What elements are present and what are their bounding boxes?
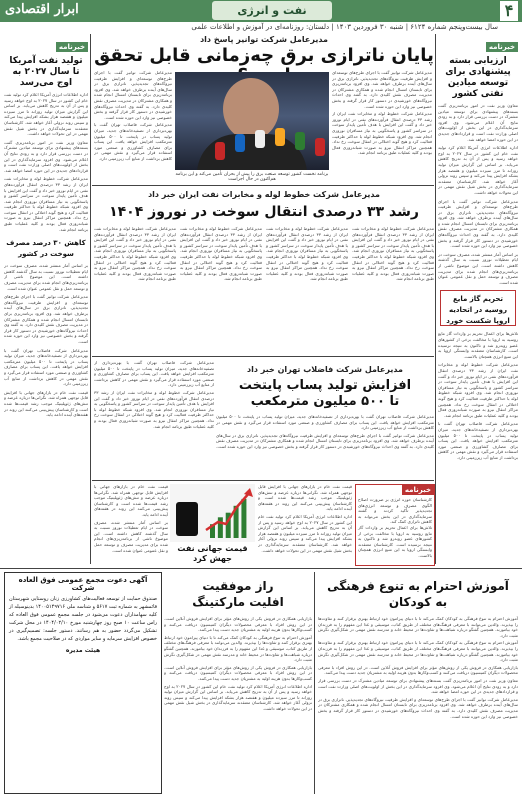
right-body-4: بر اساس آمار منتشر شده، مصرف سوخت در ایام تعطیلات نوروز نسبت به سال گذشته کاهش داشته است. این موضوع ناشی از برنامه‌ریزی‌های انجام شده برای مدیریت مصرف و توسعه حمل و نقل عمومی عنوان شده است. bbox=[438, 251, 518, 285]
left-sidebar bbox=[4, 34, 88, 564]
bottom-mid-text: بازاریابی همکاری در فروش یکی از روش‌های مؤثر برای افزایش فروش آنلاین است. در این روش افراد با معرفی محصولات دیگران کمیسیون دریافت می‌کنند و کسب‌وکارها بدون هزینه اولیه به مشتریان جدید دست پیدا می‌کنند. bbox=[164, 616, 312, 633]
third-left-body-2: مدیرعامل شرکت خطوط لوله و مخابرات نفت ایران از رشد ۳۳ درصدی انتقال فرآورده‌های نفتی در ایام نوروز خبر داد و گفت این افزایش با هدف تأمین پایدار سوخت در سراسر کشور و پاسخگویی به نیاز مسافران نوروزی انجام شد. وی افزود شبکه خطوط لوله با حداکثر ظرفیت فعالیت کرد و هیچ گونه اختلالی در انتقال سوخت رخ نداد. همچنین مراکز انتقال نیرو به صورت شبانه‌روزی فعال بودند و کلیه عملیات طبق برنامه انجام شد. bbox=[94, 389, 214, 429]
bottom-mid-body bbox=[164, 616, 312, 792]
left-body-3: مدیرعامل شرکت خطوط لوله و مخابرات نفت ایران از رشد ۳۳ درصدی انتقال فرآورده‌های نفتی در ایام نوروز خبر داد و گفت این افزایش با هدف تأمین پایدار سوخت در سراسر کشور و پاسخگویی به نیاز مسافران نوروزی انجام شد. وی افزود شبکه خطوط لوله با حداکثر ظرفیت فعالیت کرد و هیچ گونه اختلالی در انتقال سوخت رخ نداد. همچنین مراکز انتقال نیرو به صورت شبانه‌روزی فعال بودند و کلیه عملیات طبق برنامه انجام شد. bbox=[4, 176, 88, 232]
top-photo bbox=[175, 72, 329, 170]
mid-center-body-2: اداره اطلاعات انرژی آمریکا اعلام کرد تولید نفت خام این کشور در سال ۲۰۲۷ به اوج خواهد رسید و پس از آن به تدریج کاهش می‌یابد. بر اساس این گزارش میزان تولید روزانه تا مرز سیزده میلیون و هفتصد هزار بشکه افزایش پیدا می‌کند و سپس روند نزولی آغاز خواهد شد. کارشناسان معتقدند سرمایه‌گذاری در بخش شیل نقش مهمی در این تحولات خواهد داشت. bbox=[258, 513, 352, 553]
bottom-right-headline-2: به کودکان bbox=[388, 595, 448, 609]
top-photo-caption: برنامه نخست کشور توسعه صنعت برق را پیش از بحران تأمین می‌کند و این برنامه هم‌اکنون در حال اجراست bbox=[175, 172, 329, 182]
bottom-mid-headline-2: افلیت مارکتینگ bbox=[192, 595, 284, 609]
right-mid-heading: تحریم گاز مایع روسیه در اتحادیه اروپا شکست خورد bbox=[446, 295, 510, 326]
right-body: معاون وزیر نفت در امور برنامه‌ریزی گفت بسته‌های پیشنهادی برای توسعه میادین مشترک در دست بررسی قرار دارد و به زودی نتایج آن اعلام می‌شود. وی افزود سرمایه‌گذاری در این بخش از اولویت‌های اصلی وزارت نفت است و قراردادهای جدیدی در این حوزه امضا خواهد شد. bbox=[438, 103, 518, 142]
oil-chart-svg bbox=[170, 484, 255, 542]
left-heading: تولید نفت آمریکا تا سال ۲۰۲۷ به اوج می‌رسد bbox=[9, 56, 83, 88]
third-left-body: مدیرعامل شرکت فاضلاب تهران گفت با بهره‌برداری از تصفیه‌خانه‌های جدید، میزان تولید پساب در پایتخت تا ۵۰۰ میلیون مترمکعب افزایش خواهد یافت. این پساب برای مصارف کشاورزی و صنعتی مورد استفاده قرار می‌گیرد و نقش مهمی در کاهش برداشت از منابع آب زیرزمینی دارد. bbox=[94, 360, 214, 388]
bottom-right-text-4: معاون وزیر نفت در امور برنامه‌ریزی گفت بسته‌های پیشنهادی برای توسعه میادین مشترک در دست بررسی قرار دارد و به زودی نتایج آن اعلام می‌شود. وی افزود سرمایه‌گذاری در این بخش از اولویت‌های اصلی وزارت نفت است و قراردادهای جدیدی در این حوزه امضا خواهد شد. bbox=[318, 677, 518, 695]
second-col-2: مدیرعامل شرکت خطوط لوله و مخابرات نفت ایران از رشد ۳۳ درصدی انتقال فرآورده‌های نفتی در ایام نوروز خبر داد و گفت این افزایش با هدف تأمین پایدار سوخت در سراسر کشور و پاسخگویی به نیاز مسافران نوروزی انجام شد. وی افزود شبکه خطوط لوله با حداکثر ظرفیت فعالیت کرد و هیچ گونه اختلالی در انتقال سوخت رخ نداد. همچنین مراکز انتقال نیرو به صورت شبانه‌روزی فعال بودند و کلیه عملیات طبق برنامه انجام شد. bbox=[266, 226, 348, 282]
mid-right-body-2: تلاش‌ها برای اعمال تحریم بر واردات گاز مایع روسیه به اروپا با مخالفت برخی از کشورهای عضو روبه‌رو شد و تاکنون به نتیجه نرسیده است. کارشناسان معتقدند وابستگی اروپا به این منبع انرژی همچنان بالاست. bbox=[358, 524, 432, 558]
section-title: نفت و انرژی bbox=[212, 1, 332, 20]
mid-right-label: خبرنامه bbox=[402, 485, 434, 495]
top-body-text: مدیرعامل شرکت توانیر گفت با اجرای طرح‌های توسعه‌ای و افزایش ظرفیت نیروگاه‌های تجدیدپذیر، ناترازی برق در سال‌های آینده برطرف خواهد شد. وی افزود برنامه‌ریزی برای تابستان امسال انجام شده و همکاری مشترکان در مدیریت مصرف نقش کلیدی دارد. به گفته وی احداث نیروگاه‌های خورشیدی در دستور کار قرار گرفته و بخش خصوصی نیز وارد این حوزه شده است. bbox=[332, 70, 432, 109]
mid-left-headline: قیمت جهانی نفت جهش کرد bbox=[177, 544, 248, 563]
newspaper-logo: ابرار اقتصادی bbox=[5, 2, 79, 17]
mid-center-text bbox=[258, 484, 352, 564]
top-body-text-2: مدیرعامل شرکت خطوط لوله و مخابرات نفت ایران از رشد ۳۳ درصدی انتقال فرآورده‌های نفتی در ایام نوروز خبر داد و گفت این افزایش با هدف تأمین پایدار سوخت در سراسر کشور و پاسخگویی به نیاز مسافران نوروزی انجام شد. وی افزود شبکه خطوط لوله با حداکثر ظرفیت فعالیت کرد و هیچ گونه اختلالی در انتقال سوخت رخ نداد. همچنین مراکز انتقال نیرو به صورت شبانه‌روزی فعال بودند و کلیه عملیات طبق برنامه انجام شد. bbox=[332, 111, 432, 156]
mid-right-box bbox=[355, 484, 435, 566]
third-body-text: مدیرعامل شرکت فاضلاب تهران گفت با بهره‌برداری از تصفیه‌خانه‌های جدید، میزان تولید پساب در پایتخت تا ۵۰۰ میلیون مترمکعب افزایش خواهد یافت. این پساب برای مصارف کشاورزی و صنعتی مورد استفاده قرار می‌گیرد و نقش مهمی در کاهش برداشت از منابع آب زیرزمینی دارد. bbox=[216, 414, 434, 431]
right-highlight-box bbox=[440, 290, 516, 326]
bottom-right-text-2: آموزش احترام به تنوع فرهنگی به کودکان کمک می‌کند تا با دنیای پیرامون خود ارتباط بهتری برقرار کنند و تفاوت‌ها را بپذیرند. والدین می‌توانند با معرفی فرهنگ‌های مختلف از طریق کتاب، موسیقی و غذا این مفهوم را به فرزندان خود بیاموزند. همچنین گفتگو درباره شباهت‌ها و تفاوت‌ها در محیط خانه و مدرسه نقش مهمی در شکل‌گیری نگرش مثبت دارد. bbox=[318, 640, 518, 663]
top-left-body-2: مدیرعامل شرکت فاضلاب تهران گفت با بهره‌برداری از تصفیه‌خانه‌های جدید، میزان تولید پساب در پایتخت تا ۵۰۰ میلیون مترمکعب افزایش خواهد یافت. این پساب برای مصارف کشاورزی و صنعتی مورد استفاده قرار می‌گیرد و نقش مهمی در کاهش برداشت از منابع آب زیرزمینی دارد. bbox=[94, 122, 172, 161]
bottom-right-text-5: مدیرعامل شرکت توانیر گفت با اجرای طرح‌های توسعه‌ای و افزایش ظرفیت نیروگاه‌های تجدیدپذیر، ناترازی برق در سال‌های آینده برطرف خواهد شد. وی افزود برنامه‌ریزی برای تابستان امسال انجام شده و همکاری مشترکان در مدیریت مصرف نقش کلیدی دارد. به گفته وی احداث نیروگاه‌های خورشیدی در دستور کار قرار گرفته و بخش خصوصی نیز وارد این حوزه شده است. bbox=[318, 696, 518, 719]
third-story-body bbox=[216, 414, 434, 478]
left-mid-body: بر اساس آمار منتشر شده، مصرف سوخت در ایام تعطیلات نوروز نسبت به سال گذشته کاهش داشته است. این موضوع ناشی از برنامه‌ریزی‌های انجام شده برای مدیریت مصرف و توسعه حمل و نقل عمومی عنوان شده است. bbox=[4, 263, 88, 291]
bottom-right-body bbox=[318, 616, 518, 792]
left-mid-body-3: مدیرعامل شرکت فاضلاب تهران گفت با بهره‌برداری از تصفیه‌خانه‌های جدید، میزان تولید پساب در پایتخت تا ۵۰۰ میلیون مترمکعب افزایش خواهد یافت. این پساب برای مصارف کشاورزی و صنعتی مورد استفاده قرار می‌گیرد و نقش مهمی در کاهش برداشت از منابع آب زیرزمینی دارد. bbox=[4, 347, 88, 387]
oil-chart-graphic bbox=[170, 484, 255, 542]
second-col-1: مدیرعامل شرکت خطوط لوله و مخابرات نفت ایران از رشد ۳۳ درصدی انتقال فرآورده‌های نفتی در ایام نوروز خبر داد و گفت این افزایش با هدف تأمین پایدار سوخت در سراسر کشور و پاسخگویی به نیاز مسافران نوروزی انجام شد. وی افزود شبکه خطوط لوله با حداکثر ظرفیت فعالیت کرد و هیچ گونه اختلالی در انتقال سوخت رخ نداد. همچنین مراکز انتقال نیرو به صورت شبانه‌روزی فعال بودند و کلیه عملیات طبق برنامه انجام شد. bbox=[352, 226, 434, 282]
microphones bbox=[215, 124, 329, 164]
third-kicker: مدیرعامل شرکت فاضلاب تهران خبر داد bbox=[247, 365, 403, 374]
mid-left-body: قیمت نفت خام در بازارهای جهانی با افزایش قابل توجهی همراه شد. نگرانی‌ها درباره عرضه و تنش‌های ژئوپلیتیک موجب رشد قیمت‌ها شده است و کارشناسان پیش‌بینی می‌کنند این روند در هفته‌های آینده ادامه یابد. bbox=[94, 484, 168, 517]
second-headline: رشد ۳۳ درصدی انتقال سوخت در نوروز ۱۴۰۴ bbox=[109, 204, 419, 220]
chart-bar bbox=[218, 517, 223, 538]
ad-body: صندوق حمایت از توسعه فعالیت‌های کشاورزی زنان روستایی شهرستان قائمشهر به شماره ثبت ۵۶۱۷ و شناسه ملی ۱۴۰۰۵۱۴۹۷۱۶ بدینوسیله از کلیه سهامداران دعوت می‌شود در جلسه مجمع عمومی فوق العاده که راس ساعت ۱۰ صبح روز چهارشنبه مورخ ۱۴۰۴/۰۲/۱۰ در محل شرکت تشکیل می‌گردد حضور به هم رسانند. دستور جلسه: تصمیم‌گیری در خصوص افزایش سرمایه و سایر مواردی که در صلاحیت مجمع باشد. bbox=[9, 596, 158, 642]
right-heading: ارزیابی بسته پیشنهادی برای توسعه میادین نفتی کشور bbox=[445, 56, 511, 99]
third-story-left-text bbox=[94, 360, 214, 478]
bottom-mid-headline-1: راز موفقیت bbox=[202, 579, 274, 593]
second-story-columns bbox=[94, 226, 434, 352]
second-kicker: مدیرعامل شرکت خطوط لوله و مخابرات نفت ایران خبر داد bbox=[148, 190, 380, 199]
left-body-2: معاون وزیر نفت در امور برنامه‌ریزی گفت بسته‌های پیشنهادی برای توسعه میادین مشترک در دست بررسی قرار دارد و به زودی نتایج آن اعلام می‌شود. وی افزود سرمایه‌گذاری در این بخش از اولویت‌های اصلی وزارت نفت است و قراردادهای جدیدی در این حوزه امضا خواهد شد. bbox=[4, 139, 88, 173]
second-col-3: مدیرعامل شرکت خطوط لوله و مخابرات نفت ایران از رشد ۳۳ درصدی انتقال فرآورده‌های نفتی در ایام نوروز خبر داد و گفت این افزایش با هدف تأمین پایدار سوخت در سراسر کشور و پاسخگویی به نیاز مسافران نوروزی انجام شد. وی افزود شبکه خطوط لوله با حداکثر ظرفیت فعالیت کرد و هیچ گونه اختلالی در انتقال سوخت رخ نداد. همچنین مراکز انتقال نیرو به صورت شبانه‌روزی فعال بودند و کلیه عملیات طبق برنامه انجام شد. bbox=[180, 226, 262, 282]
third-headline-2: تا ۵۰۰ میلیون مترمکعب bbox=[250, 394, 400, 409]
bottom-mid-text-4: اداره اطلاعات انرژی آمریکا اعلام کرد تولید نفت خام این کشور در سال ۲۰۲۷ به اوج خواهد رسید و پس از آن به تدریج کاهش می‌یابد. بر اساس این گزارش میزان تولید روزانه تا مرز سیزده میلیون و هفتصد هزار بشکه افزایش پیدا می‌کند و سپس روند نزولی آغاز خواهد شد. کارشناسان معتقدند سرمایه‌گذاری در بخش شیل نقش مهمی در این تحولات خواهد داشت. bbox=[164, 683, 312, 711]
bottom-right-headline-1: آموزش احترام به تنوع فرهنگی bbox=[327, 579, 509, 593]
ad-title: آگهی دعوت مجمع عمومی فوق العاده شرکت bbox=[18, 576, 148, 592]
third-headline-1: افزایش تولید پساب پایتخت bbox=[238, 378, 412, 393]
oil-barrel bbox=[176, 502, 198, 536]
bottom-right-text: آموزش احترام به تنوع فرهنگی به کودکان کمک می‌کند تا با دنیای پیرامون خود ارتباط بهتری برقرار کنند و تفاوت‌ها را بپذیرند. والدین می‌توانند با معرفی فرهنگ‌های مختلف از طریق کتاب، موسیقی و غذا این مفهوم را به فرزندان خود بیاموزند. همچنین گفتگو درباره شباهت‌ها و تفاوت‌ها در محیط خانه و مدرسه نقش مهمی در شکل‌گیری نگرش مثبت دارد. bbox=[318, 616, 518, 638]
top-left-body: مدیرعامل شرکت توانیر گفت با اجرای طرح‌های توسعه‌ای و افزایش ظرفیت نیروگاه‌های تجدیدپذیر، ناترازی برق در سال‌های آینده برطرف خواهد شد. وی افزود برنامه‌ریزی برای تابستان امسال انجام شده و همکاری مشترکان در مدیریت مصرف نقش کلیدی دارد. به گفته وی احداث نیروگاه‌های خورشیدی در دستور کار قرار گرفته و بخش خصوصی نیز وارد این حوزه شده است. bbox=[94, 70, 172, 120]
left-body: اداره اطلاعات انرژی آمریکا اعلام کرد تولید نفت خام این کشور در سال ۲۰۲۷ به اوج خواهد رسید و پس از آن به تدریج کاهش می‌یابد. بر اساس این گزارش میزان تولید روزانه تا مرز سیزده میلیون و هفتصد هزار بشکه افزایش پیدا می‌کند و سپس روند نزولی آغاز خواهد شد. کارشناسان معتقدند سرمایه‌گذاری در بخش شیل نقش مهمی در این تحولات خواهد داشت. bbox=[4, 92, 88, 137]
left-label: خبرنامه bbox=[56, 42, 88, 52]
mid-right-body: کارشناسان حوزه انرژی بر ضرورت اصلاح الگوی مصرف و توسعه انرژی‌های تجدیدپذیر تأکید کردند و گفتند سرمایه‌گذاری در این بخش می‌تواند به کاهش ناترازی کمک کند. bbox=[358, 497, 432, 525]
announcement-ad bbox=[4, 572, 162, 794]
top-headline: پایان ناترازی برق چه‌زمانی قابل تحقق bbox=[94, 45, 434, 66]
ad-signature: هیئت مدیره bbox=[65, 647, 101, 654]
left-mid-body-4: قیمت نفت خام در بازارهای جهانی با افزایش قابل توجهی همراه شد. نگرانی‌ها درباره عرضه و تنش‌های ژئوپلیتیک موجب رشد قیمت‌ها شده است و کارشناسان پیش‌بینی می‌کنند این روند در هفته‌های آینده ادامه یابد. bbox=[4, 389, 88, 418]
right-label: خبرنامه bbox=[486, 42, 518, 52]
bottom-mid-text-3: بازاریابی همکاری در فروش یکی از روش‌های مؤثر برای افزایش فروش آنلاین است. در این روش افراد با معرفی محصولات دیگران کمیسیون دریافت می‌کنند و کسب‌وکارها بدون هزینه اولیه به مشتریان جدید دست پیدا می‌کنند. bbox=[164, 664, 312, 681]
right-body-3: مدیرعامل شرکت توانیر گفت با اجرای طرح‌های توسعه‌ای و افزایش ظرفیت نیروگاه‌های تجدیدپذیر، ناترازی برق در سال‌های آینده برطرف خواهد شد. وی افزود برنامه‌ریزی برای تابستان امسال انجام شده و همکاری مشترکان در مدیریت مصرف نقش کلیدی دارد. به گفته وی احداث نیروگاه‌های خورشیدی در دستور کار قرار گرفته و بخش خصوصی نیز وارد این حوزه شده است. bbox=[438, 198, 518, 249]
page-number: ۴ bbox=[500, 1, 518, 21]
chart-bar bbox=[241, 499, 246, 538]
top-kicker: مدیرعامل شرکت توانیر پاسخ داد bbox=[200, 35, 328, 44]
left-mid-body-2: مدیرعامل شرکت توانیر گفت با اجرای طرح‌های توسعه‌ای و افزایش ظرفیت نیروگاه‌های تجدیدپذیر، ناترازی برق در سال‌های آینده برطرف خواهد شد. وی افزود برنامه‌ریزی برای تابستان امسال انجام شده و همکاری مشترکان در مدیریت مصرف نقش کلیدی دارد. به گفته وی احداث نیروگاه‌های خورشیدی در دستور کار قرار گرفته و بخش خصوصی نیز وارد این حوزه شده است. bbox=[4, 294, 88, 344]
mid-left-body-2: بر اساس آمار منتشر شده، مصرف سوخت در ایام تعطیلات نوروز نسبت به سال گذشته کاهش داشته است. این موضوع ناشی از برنامه‌ریزی‌های انجام شده برای مدیریت مصرف و توسعه حمل و نقل عمومی عنوان شده است. bbox=[94, 519, 168, 553]
dateline: سال بیست‌وپنجم شماره ۶۱۲۴ | شنبه ۳۰ فروردین ۱۴۰۳ | دلستان: روزنامه‌ای در آموزش و اطلاعات علمی bbox=[191, 23, 498, 31]
left-mid-heading: کاهش ۳۰ درصد مصرف سوخت در کشور bbox=[6, 239, 86, 259]
mid-left-text bbox=[94, 484, 168, 564]
right-sidebar bbox=[438, 34, 518, 564]
mid-center-body: قیمت نفت خام در بازارهای جهانی با افزایش قابل توجهی همراه شد. نگرانی‌ها درباره عرضه و تنش‌های ژئوپلیتیک موجب رشد قیمت‌ها شده است و کارشناسان پیش‌بینی می‌کنند این روند در هفته‌های آینده ادامه یابد. bbox=[258, 484, 352, 512]
bottom-mid-text-2: آموزش احترام به تنوع فرهنگی به کودکان کمک می‌کند تا با دنیای پیرامون خود ارتباط بهتری برقرار کنند و تفاوت‌ها را بپذیرند. والدین می‌توانند با معرفی فرهنگ‌های مختلف از طریق کتاب، موسیقی و غذا این مفهوم را به فرزندان خود بیاموزند. همچنین گفتگو درباره شباهت‌ها و تفاوت‌ها در محیط خانه و مدرسه نقش مهمی در شکل‌گیری نگرش مثبت دارد. bbox=[164, 634, 312, 663]
second-col-4: مدیرعامل شرکت خطوط لوله و مخابرات نفت ایران از رشد ۳۳ درصدی انتقال فرآورده‌های نفتی در ایام نوروز خبر داد و گفت این افزایش با هدف تأمین پایدار سوخت در سراسر کشور و پاسخگویی به نیاز مسافران نوروزی انجام شد. وی افزود شبکه خطوط لوله با حداکثر ظرفیت فعالیت کرد و هیچ گونه اختلالی در انتقال سوخت رخ نداد. همچنین مراکز انتقال نیرو به صورت شبانه‌روزی فعال بودند و کلیه عملیات طبق برنامه انجام شد. bbox=[94, 226, 176, 282]
right-mid-body: تلاش‌ها برای اعمال تحریم بر واردات گاز مایع روسیه به اروپا با مخالفت برخی از کشورهای عضو روبه‌رو شد و تاکنون به نتیجه نرسیده است. کارشناسان معتقدند وابستگی اروپا به این منبع انرژی همچنان بالاست. bbox=[438, 331, 518, 359]
right-mid-body-2: مدیرعامل شرکت خطوط لوله و مخابرات نفت ایران از رشد ۳۳ درصدی انتقال فرآورده‌های نفتی در ایام نوروز خبر داد و گفت این افزایش با هدف تأمین پایدار سوخت در سراسر کشور و پاسخگویی به نیاز مسافران نوروزی انجام شد. وی افزود شبکه خطوط لوله با حداکثر ظرفیت فعالیت کرد و هیچ گونه اختلالی در انتقال سوخت رخ نداد. همچنین مراکز انتقال نیرو به صورت شبانه‌روزی فعال بودند و کلیه عملیات طبق برنامه انجام شد. bbox=[438, 362, 518, 418]
top-story-left-text bbox=[94, 70, 172, 182]
right-body-2: اداره اطلاعات انرژی آمریکا اعلام کرد تولید نفت خام این کشور در سال ۲۰۲۷ به اوج خواهد رسید و پس از آن به تدریج کاهش می‌یابد. بر اساس این گزارش میزان تولید روزانه تا مرز سیزده میلیون و هفتصد هزار بشکه افزایش پیدا می‌کند و سپس روند نزولی آغاز خواهد شد. کارشناسان معتقدند سرمایه‌گذاری در بخش شیل نقش مهمی در این تحولات خواهد داشت. bbox=[438, 145, 518, 195]
third-body-text-2: مدیرعامل شرکت توانیر گفت با اجرای طرح‌های توسعه‌ای و افزایش ظرفیت نیروگاه‌های تجدیدپذیر، ناترازی برق در سال‌های آینده برطرف خواهد شد. وی افزود برنامه‌ریزی برای تابستان امسال انجام شده و همکاری مشترکان در مدیریت مصرف نقش کلیدی دارد. به گفته وی احداث نیروگاه‌های خورشیدی در دستور کار قرار گرفته و بخش خصوصی نیز وارد این حوزه شده است. bbox=[216, 432, 434, 449]
right-mid-body-3: مدیرعامل شرکت فاضلاب تهران گفت با بهره‌برداری از تصفیه‌خانه‌های جدید، میزان تولید پساب در پایتخت تا ۵۰۰ میلیون مترمکعب افزایش خواهد یافت. این پساب برای مصارف کشاورزی و صنعتی مورد استفاده قرار می‌گیرد و نقش مهمی در کاهش برداشت از منابع آب زیرزمینی دارد. bbox=[438, 421, 518, 460]
top-story-body bbox=[332, 70, 432, 180]
bottom-right-text-3: بازاریابی همکاری در فروش یکی از روش‌های مؤثر برای افزایش فروش آنلاین است. در این روش افراد با معرفی محصولات دیگران کمیسیون دریافت می‌کنند و کسب‌وکارها بدون هزینه اولیه به مشتریان جدید دست پیدا می‌کنند. bbox=[318, 664, 518, 676]
masthead bbox=[0, 0, 522, 22]
